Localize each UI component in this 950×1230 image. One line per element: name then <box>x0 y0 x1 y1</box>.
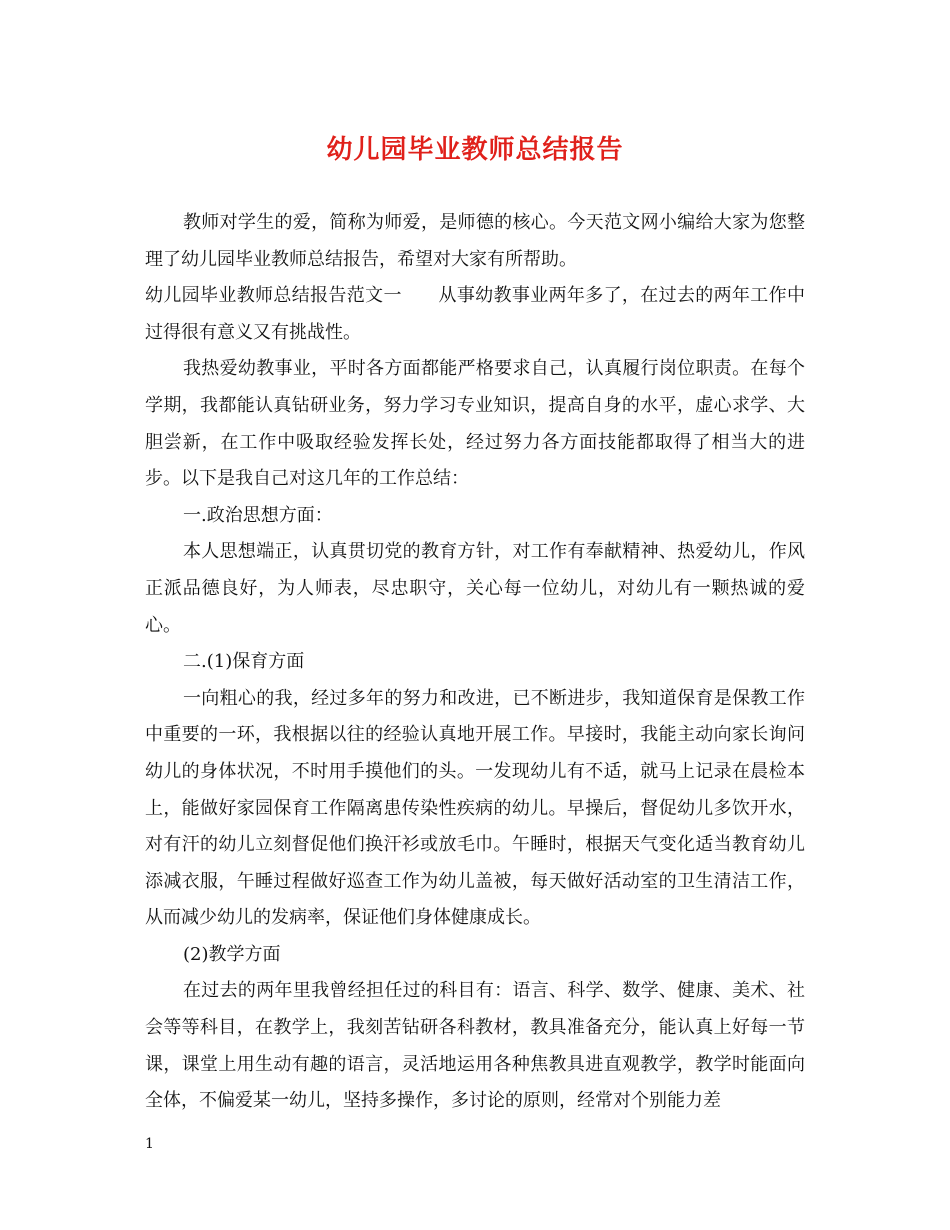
document-title: 幼儿园毕业教师总结报告 <box>326 135 624 165</box>
section-heading-political: 一.政治思想方面： <box>183 504 333 526</box>
document-body <box>145 205 805 1120</box>
page-number: 1 <box>145 1136 154 1152</box>
section-heading-teaching: (2)教学方面 <box>183 943 281 965</box>
paragraph-overview: 我热爱幼教事业，平时各方面都能严格要求自己，认真履行岗位职责。在每个学期，我都能认真钻研业务，努力学习专业知识，提高自身的水平，虚心求学、大胆尝新，在工作中吸取经验发挥长处，经过努力各方面技能都取得了相当大的进步。以下是我自己对这几年的工作总结： <box>145 358 805 490</box>
paragraph-teaching: 在过去的两年里我曾经担任过的科目有：语言、科学、数学、健康、美术、社会等等科目，在教学上，我刻苦钻研各科教材，教具准备充分，能认真上好每一节课，课堂上用生动有趣的语言，灵活地运用各种焦教具进直观教学，教学时能面向全体，不偏爱某一幼儿，坚持多操作，多讨论的原则，经常对个别能力差 <box>145 980 805 1112</box>
paragraph-intro: 教师对学生的爱，简称为师爱，是师德的核心。今天范文网小编给大家为您整理了幼儿园毕业教师总结报告，希望对大家有所帮助。 <box>145 212 805 270</box>
paragraph-care: 一向粗心的我，经过多年的努力和改进，已不断进步，我知道保育是保教工作中重要的一环，我根据以往的经验认真地开展工作。早接时，我能主动向家长询问幼儿的身体状况，不时用手摸他们的头。一发现幼儿有不适，就马上记录在晨检本上，能做好家园保育工作隔离患传染性疾病的幼儿。早操后，督促幼儿多饮开水，对有汗的幼儿立刻督促他们换汗衫或放毛巾。午睡时，根据天气变化适当教育幼儿添减衣服，午睡过程做好巡查工作为幼儿盖被，每天做好活动室的卫生清洁工作，从而减少幼儿的发病率，保证他们身体健康成长。 <box>145 687 805 929</box>
paragraph-political: 本人思想端正，认真贯切党的教育方针，对工作有奉献精神、热爱幼儿，作风正派品德良好，为人师表，尽忠职守，关心每一位幼儿，对幼儿有一颗热诚的爱心。 <box>145 541 805 636</box>
section-heading-care: 二.(1)保育方面 <box>183 651 305 673</box>
paragraph-sample-heading: 幼儿园毕业教师总结报告范文一 从事幼教事业两年多了，在过去的两年工作中过得很有意义又有挑战性。 <box>145 285 805 343</box>
